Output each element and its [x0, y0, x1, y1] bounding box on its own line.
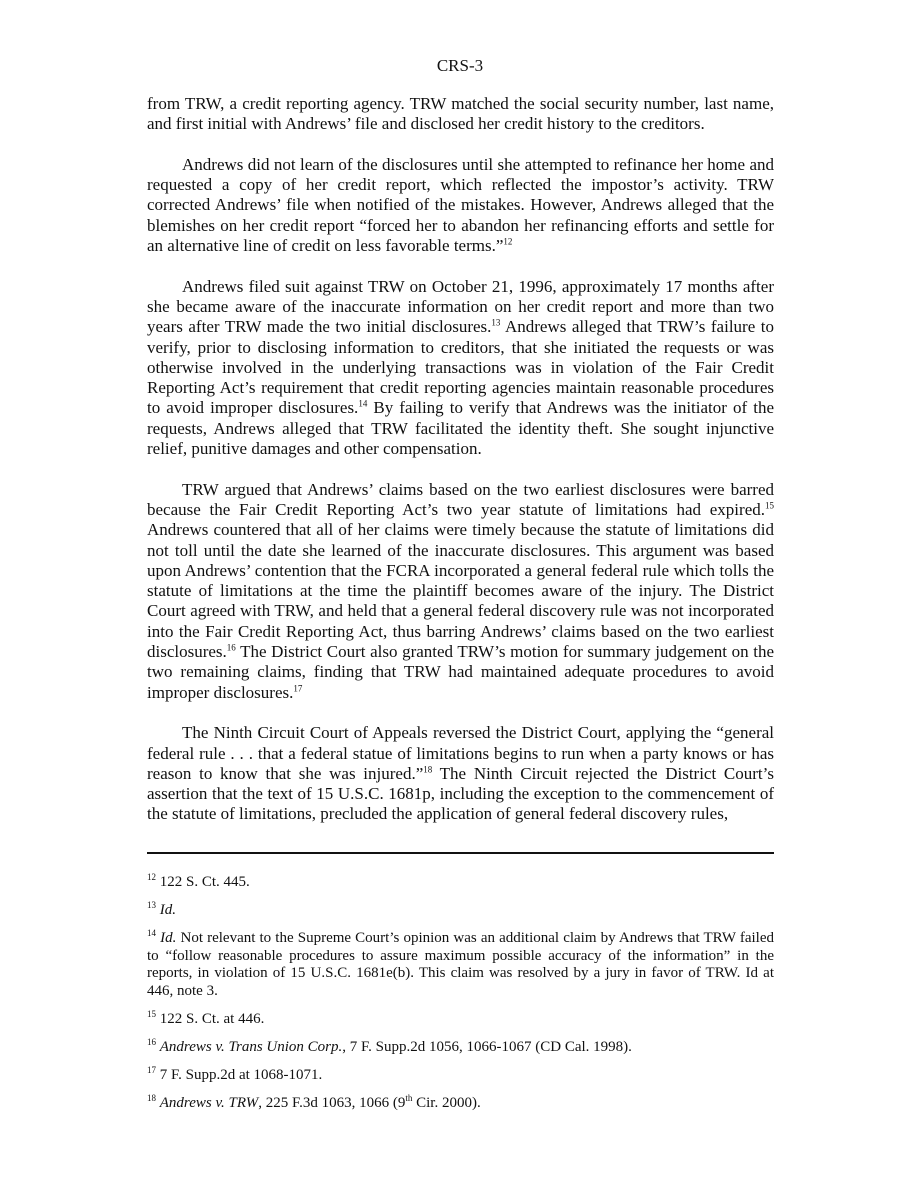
text-run: The Ninth Circuit Court of Appeals reversed the District Court, applying the “general federal rule . . . that a federal statue of limitations begins to run when a party knows or has reason to know that she was injured.”	[147, 723, 774, 783]
text-run: Andrews alleged that TRW’s failure to verify, prior to disclosing information to creditors, that she initiated the requests or was otherwise involved in the underlying transactions was in violation of the Fair Credit Reporting Act’s requirement that credit reporting agencies maintain reasonable procedures to avoid improper disclosures.	[147, 317, 774, 418]
footnote-reference: 15	[147, 1008, 156, 1019]
footnote	[147, 1064, 774, 1085]
text-run: The District Court also granted TRW’s motion for summary judgement on the two remaining claims, finding that TRW had maintained adequate procedures to avoid improper disclosures.	[147, 642, 774, 702]
text-run: 7 F. Supp.2d at 1068-1071.	[156, 1066, 323, 1083]
footnote-reference: 15	[765, 500, 774, 511]
footnote	[147, 1036, 774, 1057]
footnote-reference: 18	[147, 1092, 156, 1103]
text-run: TRW argued that Andrews’ claims based on the two earliest disclosures were barred because the Fair Credit Reporting Act’s two year statute of limitations had expired.	[147, 479, 774, 519]
text-run: from TRW, a credit reporting agency. TRW matched the social security number, last name, and first initial with Andrews’ file and disclosed her credit history to the creditors.	[147, 94, 774, 134]
text-run: Andrews countered that all of her claims were timely because the statute of limitations did not toll until the date she learned of the inaccurate disclosures. This argument was based upon Andrews’ contention that the FCRA incorporated a general federal rule which tolls the statute of limitations at the time the plaintiff becomes aware of the injury. The District Court agreed with TRW, and held that a general federal discovery rule was not incorporated into the Fair Credit Reporting Act, thus barring Andrews’ claims based on the two earliest disclosures.	[147, 520, 774, 662]
footnote-reference: 12	[503, 236, 513, 247]
footnote-reference: 12	[147, 872, 156, 882]
page-header: CRS-3	[436, 56, 484, 75]
footnotes-section	[147, 874, 774, 1123]
footnote-reference: 17	[147, 1064, 156, 1075]
text-run: By failing to verify that Andrews was the initiator of the requests, Andrews alleged that TRW facilitated the identity theft. She sought injunctive relief, punitive damages and other compensation.	[147, 398, 774, 459]
text-run: Not relevant to the Supreme Court’s opinion was an additional claim by Andrews that TRW failed to “follow reasonable procedures to assure maximum possible accuracy of the information” in the reports, in violation of 15 U.S.C. 1681e(b). This claim was resolved by a jury in favor of TRW. Id at 446, note 3.	[147, 930, 775, 999]
body-paragraph	[147, 155, 774, 256]
footnote-divider	[147, 852, 774, 854]
text-run: The Ninth Circuit rejected the District Court’s assertion that the text of 15 U.S.C. 1681p, including the exception to the commencement of the statute of limitations, precluded the application of general federal discovery rules,	[147, 763, 774, 824]
italic-citation: Andrews v. TRW	[159, 1094, 259, 1111]
text-run: 122 S. Ct. 445.	[156, 874, 250, 890]
footnote-reference: 13	[147, 900, 156, 910]
italic-citation: Id.	[159, 902, 176, 918]
body-paragraph	[147, 723, 774, 824]
italic-citation: Andrews v. Trans Union Corp.	[159, 1038, 343, 1055]
footnote	[147, 874, 774, 892]
footnote-reference: 14	[358, 398, 368, 409]
body-paragraph	[147, 94, 774, 135]
text-run: 122 S. Ct. at 446.	[156, 1010, 265, 1027]
body-paragraph	[147, 480, 774, 703]
text-run: , 7 F. Supp.2d 1056, 1066-1067 (CD Cal. 1998).	[342, 1038, 632, 1055]
body-paragraph	[147, 277, 774, 460]
text-run: Andrews filed suit against TRW on October 21, 1996, approximately 17 months after she became aware of the inaccurate information on her credit report and more than two years after TRW made the two initial disclosures.	[147, 276, 774, 337]
text-run: , 225 F.3d 1063, 1066 (9	[258, 1094, 406, 1111]
footnote-reference: 16	[226, 642, 236, 653]
footnote	[147, 1008, 774, 1029]
footnote-reference: 13	[491, 317, 501, 328]
body-text	[147, 94, 774, 845]
footnote-reference: 18	[423, 764, 433, 775]
footnote	[147, 1092, 774, 1113]
footnote-reference: th	[405, 1092, 413, 1103]
italic-citation: Id.	[160, 930, 177, 946]
footnote	[147, 930, 774, 1000]
text-run: Andrews did not learn of the disclosures until she attempted to refinance her home and requested a copy of her credit report, which reflected the impostor’s activity. TRW corrected Andrews’ file when notified of the mistakes. However, Andrews alleged that the blemishes on her credit report “forced her to abandon her refinancing efforts and settle for an alternative line of credit on less favorable terms.”	[147, 154, 774, 256]
footnote	[147, 902, 774, 920]
footnote-reference: 16	[147, 1036, 156, 1047]
footnote-reference: 17	[293, 682, 303, 693]
text-run: Cir. 2000).	[412, 1094, 481, 1111]
footnote-reference: 14	[147, 928, 156, 938]
